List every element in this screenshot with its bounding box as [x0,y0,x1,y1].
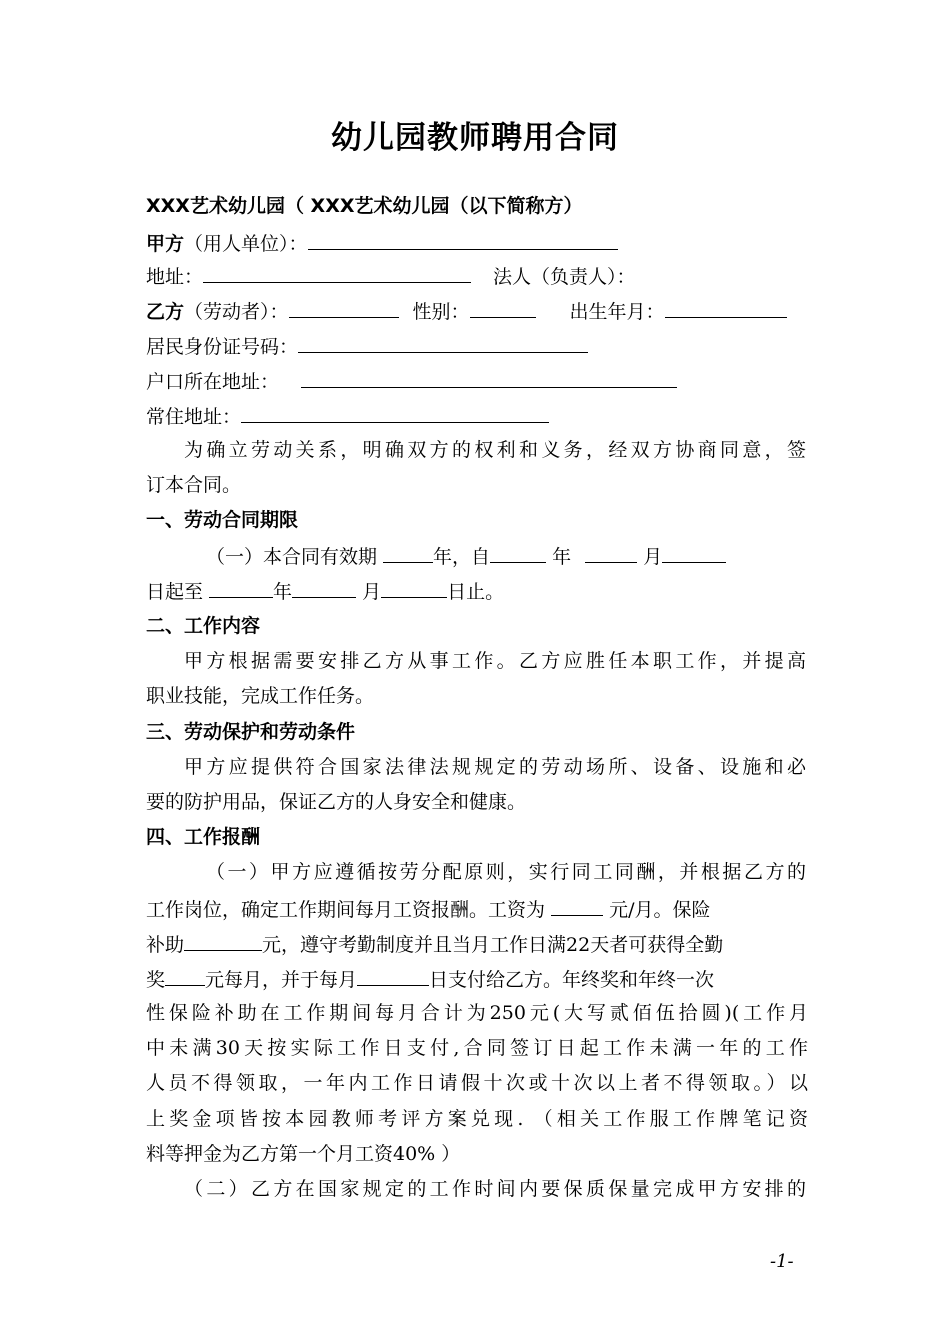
address-label: 地址： [146,266,204,288]
address-blank[interactable] [203,262,471,283]
residence-label: 常住地址： [146,406,242,428]
bonus-text-c: 日支付给乙方。年终奖和年终一次 [429,969,715,991]
bonus-text-a: 奖 [146,969,166,991]
section-1-para-line-1 [206,542,868,570]
document-title: 幼儿园教师聘用合同 [331,120,619,156]
section-1-heading: 一、劳动合同期限 [146,509,299,531]
page-number: -1- [770,1251,794,1272]
party-a-desc: （用人单位）： [184,233,308,255]
section-4-heading: 四、工作报酬 [146,826,261,848]
party-a-line [146,229,808,257]
end-year-blank[interactable] [209,577,273,598]
hukou-line [146,367,808,395]
birth-label: 出生年月： [569,301,665,323]
payday-blank[interactable] [357,965,429,986]
id-line [146,332,808,360]
party-a-label: 甲方 [146,233,185,255]
section-3-line-1: 甲方应提供符合国家法律法规规定的劳动场所、设备、设施和必 [184,756,806,778]
salary-text-b: 元/月。保险 [603,899,711,921]
subsidy-text-b: 元，遵守考勤制度并且当月工作日满22天者可获得全勤 [262,934,724,956]
start-month-blank[interactable] [585,542,637,563]
school-line: XXX艺术幼儿园（ XXX艺术幼儿园（以下简称方） [146,195,583,217]
party-b-line [146,297,808,325]
intro-line-2: 订本合同。 [146,474,242,496]
section-4-line-6: 中未满30天按实际工作日支付,合同签订日起工作未满一年的工作 [146,1037,808,1059]
address-line [146,262,808,290]
bonus-text-b: 元每月，并于每月 [205,969,358,991]
salary-text-a: 工作岗位，确定工作期间每月工资报酬。工资为 [146,899,552,921]
residence-line [146,402,808,430]
gender-label: 性别： [412,301,470,323]
section-3-heading: 三、劳动保护和劳动条件 [146,721,356,743]
id-blank[interactable] [298,332,588,353]
term-text-d: 月 [637,546,663,568]
bonus-blank[interactable] [165,965,205,986]
id-label: 居民身份证号码： [146,336,299,358]
intro-line-1: 为确立劳动关系，明确双方的权利和义务，经双方协商同意，签 [184,439,806,461]
hukou-label: 户口所在地址： [146,371,280,393]
residence-blank[interactable] [241,402,549,423]
hukou-blank[interactable] [301,367,677,388]
section-1-para-line-2 [146,577,808,605]
section-4-line-1: （一）甲方应遵循按劳分配原则，实行同工同酬，并根据乙方的 [206,861,806,883]
term-text-e: 日起至 [146,581,210,603]
term-text-g: 月 [356,581,382,603]
subsidy-blank[interactable] [184,930,262,951]
section-4-line-8: 上奖金项皆按本园教师考评方案兑现. （相关工作服工作牌笔记资 [146,1108,808,1130]
section-4-line-2 [146,895,808,923]
section-4-line-5: 性保险补助在工作期间每月合计为250元(大写贰佰伍拾圆)(工作月 [146,1002,808,1024]
end-day-blank[interactable] [381,577,447,598]
section-2-line-2: 职业技能，完成工作任务。 [146,685,375,707]
section-4-line-9: 料等押金为乙方第一个月工资40% ） [146,1143,461,1165]
term-years-blank[interactable] [383,542,433,563]
start-day-blank[interactable] [662,542,726,563]
party-b-blank[interactable] [289,297,399,318]
party-b-label: 乙方 [146,301,185,323]
term-text-b: 年，自 [433,546,491,568]
start-year-blank[interactable] [490,542,546,563]
birth-blank[interactable] [665,297,787,318]
section-2-heading: 二、工作内容 [146,615,261,637]
section-4-line-4 [146,965,808,993]
party-a-blank[interactable] [308,229,618,250]
gender-blank[interactable] [470,297,536,318]
term-text-c: 年 [546,546,578,568]
section-4-line-3 [146,930,808,958]
subsidy-text-a: 补助 [146,934,185,956]
party-b-desc: （劳动者）： [184,301,289,323]
term-text-f: 年 [273,581,293,603]
legal-rep-label: 法人（负责人）： [493,266,636,288]
section-3-line-2: 要的防护用品，保证乙方的人身安全和健康。 [146,791,527,813]
term-text-a: （一）本合同有效期 [206,546,384,568]
section-2-line-1: 甲方根据需要安排乙方从事工作。乙方应胜任本职工作，并提高 [184,650,806,672]
salary-blank[interactable] [551,895,603,916]
section-4-line-10: （二）乙方在国家规定的工作时间内要保质保量完成甲方安排的 [184,1178,806,1200]
section-4-line-7: 人员不得领取，一年内工作日请假十次或十次以上者不得领取。）以 [146,1072,808,1094]
end-month-blank[interactable] [292,577,356,598]
term-text-h: 日止。 [447,581,505,603]
